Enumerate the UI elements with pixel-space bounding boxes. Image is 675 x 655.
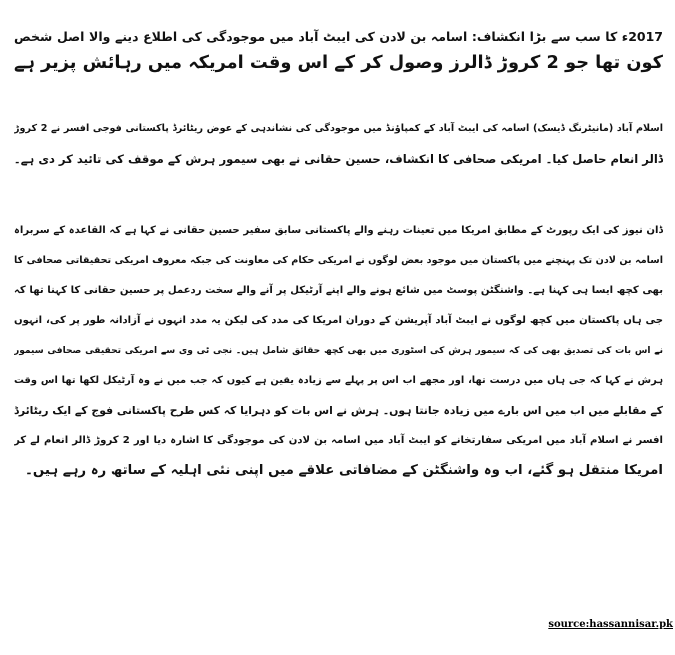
paragraph-line: اسلام آباد (مانیٹرنگ ڈیسک) اسامہ کی ایبٹ آباد کے کمپاؤنڈ میں موجودگی کی نشاندہی کے عوض ریٹائرڈ پاکستانی فوجی افسر نے 2 کروڑ (14, 123, 663, 134)
paragraph-line: اسامہ بن لادن تک پہنچنے میں پاکستان میں موجود بعض لوگوں نے امریکی حکام کی معاونت کی جبکہ معروف امریکی تحقیقاتی صحافی کا (14, 255, 663, 266)
intro-paragraph (14, 114, 663, 174)
source-credit: source:hassannisar.pk (548, 619, 673, 630)
body-paragraph (14, 216, 663, 486)
paragraph-line: کے مقابلے میں اب میں اس بارے میں زیادہ جانتا ہوں۔ ہرش نے اس بات کو دہرایا کہ کس طرح پاکستانی فوج کے ایک ریٹائرڈ (14, 404, 663, 417)
article-headline (14, 24, 663, 76)
paragraph-line: بھی کچھ ایسا ہی کہنا ہے۔ واشنگٹن پوسٹ میں شائع ہونے والے اپنے آرٹیکل پر آنے والے سخت ردعمل پر حسین حقانی کا کہنا تھا کہ (14, 285, 663, 296)
headline-line: کون تھا جو 2 کروڑ ڈالرز وصول کر کے اس وقت امریکہ میں رہائش پزیر ہے (14, 53, 663, 73)
paragraph-line: افسر نے اسلام آباد میں امریکی سفارتخانے کو ایبٹ آباد میں اسامہ بن لادن کی موجودگی کا اشارہ دیا اور 2 کروڑ ڈالر انعام لے کر (14, 435, 663, 446)
paragraph-line: امریکا منتقل ہو گئے، اب وہ واشنگٹن کے مضافاتی علاقے میں اپنی نئی اہلیہ کے ساتھ رہ رہے ہیں۔ (25, 463, 663, 478)
article (14, 0, 663, 655)
paragraph-line: نے اس بات کی تصدیق بھی کی کہ سیمور ہرش کی اسٹوری میں بھی کچھ حقائق شامل ہیں۔ نجی ٹی وی سے امریکی تحقیقی صحافی سیمور (14, 346, 663, 356)
paragraph-line: ڈان نیوز کی ایک رپورٹ کے مطابق امریکا میں تعینات رہنے والے پاکستانی سابق سفیر حسین حقانی نے کہا ہے کہ القاعدہ کے سربراہ (14, 225, 663, 236)
headline-line: 2017ء کا سب سے بڑا انکشاف: اسامہ بن لادن کی ایبٹ آباد میں موجودگی کی اطلاع دینے والا اصل شخص (14, 29, 663, 44)
paragraph-line: ہرش نے کہا کہ جی ہاں میں درست تھا، اور مجھے اب اس پر پہلے سے زیادہ یقین ہے کیوں کہ جب میں نے وہ آرٹیکل لکھا تھا اس وقت (14, 375, 663, 386)
paragraph-line: ڈالر انعام حاصل کیا۔ امریکی صحافی کا انکشاف، حسین حقانی نے بھی سیمور ہرش کے موقف کی تائید کر دی ہے۔ (14, 152, 663, 166)
paragraph-line: جی ہاں پاکستان میں کچھ لوگوں نے ایبٹ آباد آپریشن کے دوران امریکا کی مدد کی لیکن یہ مدد انہوں نے آزادانہ طور پر کی، انہوں (14, 315, 663, 326)
